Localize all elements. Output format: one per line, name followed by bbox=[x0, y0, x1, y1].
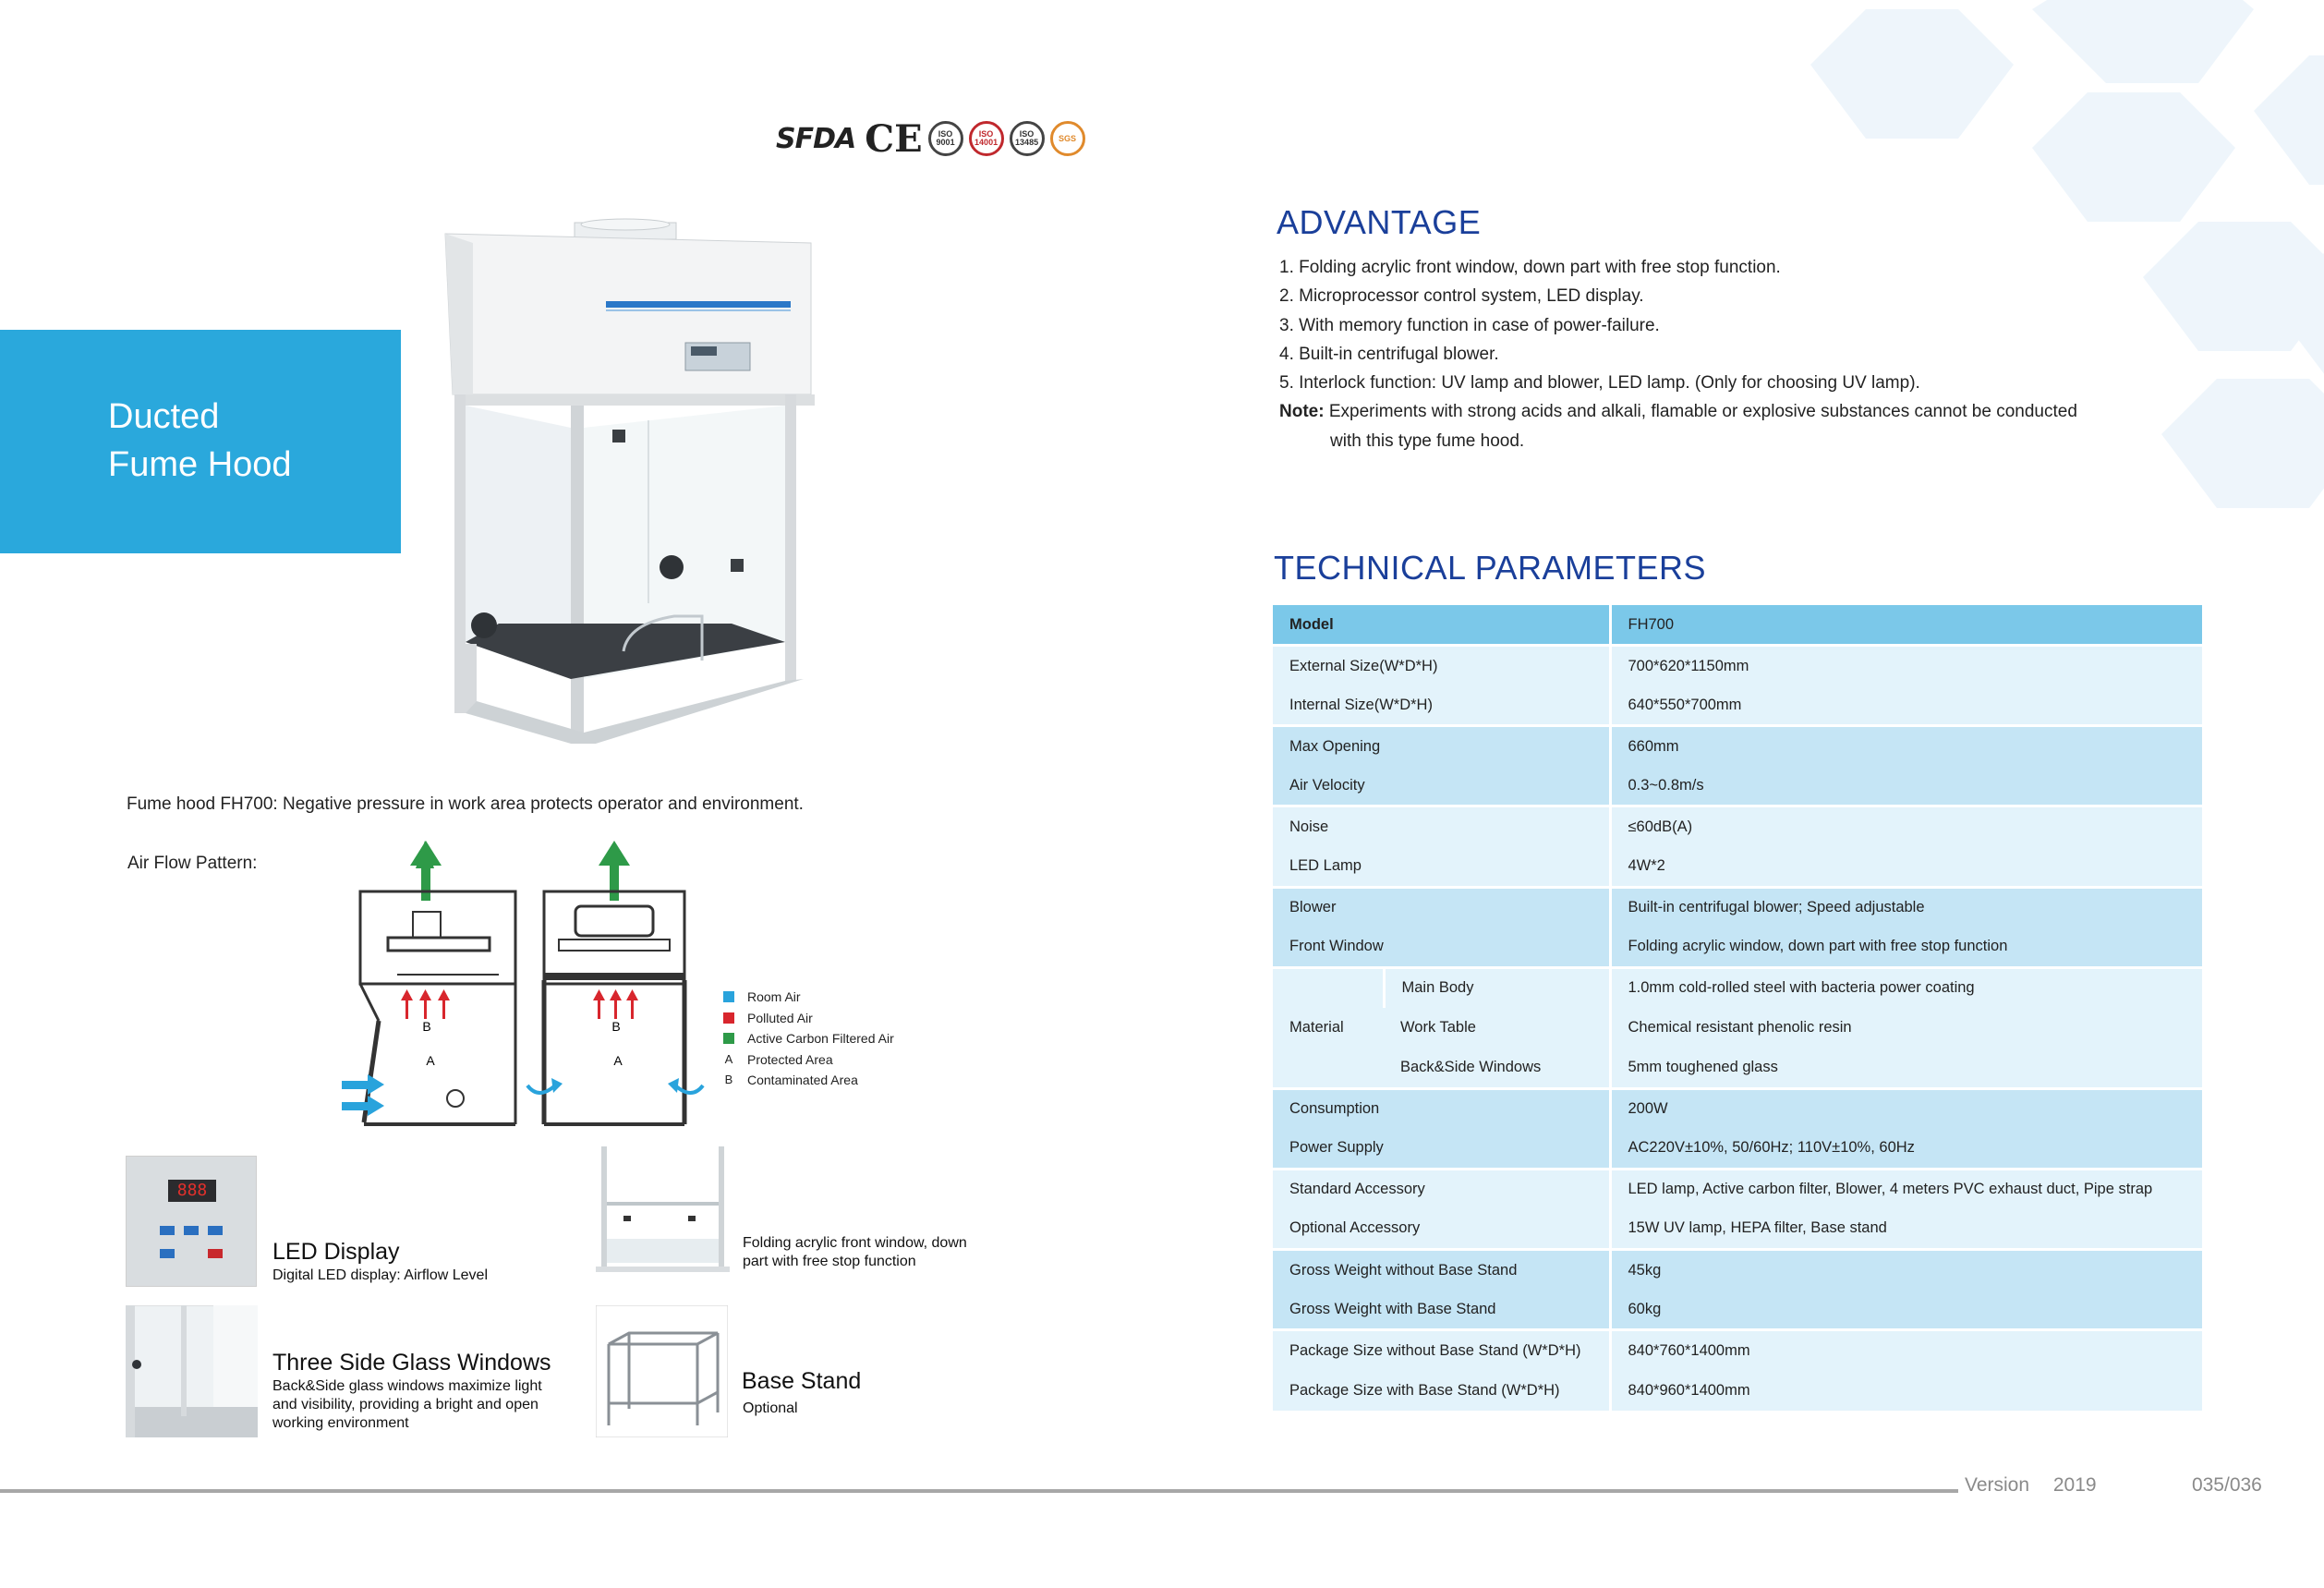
folding-window-thumbnail bbox=[596, 1146, 730, 1280]
advantage-item: 1. Folding acrylic front window, down part with free stop function. bbox=[1279, 258, 1781, 277]
base-stand-title: Base Stand bbox=[742, 1368, 862, 1394]
table-row: Air Velocity 0.3~0.8m/s bbox=[1273, 766, 2202, 806]
advantage-item: 4. Built-in centrifugal blower. bbox=[1279, 344, 1499, 364]
table-row: Back&Side Windows 5mm toughened glass bbox=[1273, 1049, 2202, 1089]
table-row: Model FH700 bbox=[1273, 605, 2202, 646]
advantage-item: 3. With memory function in case of power-failure. bbox=[1279, 315, 1660, 335]
legend-protected-area: A Protected Area bbox=[724, 1051, 833, 1067]
airflow-diagram-side bbox=[342, 836, 527, 1132]
advantage-item: 5. Interlock function: UV lamp and blower, LED lamp. (Only for choosing UV lamp). bbox=[1279, 373, 1920, 394]
table-row: Gross Weight with Base Stand 60kg bbox=[1273, 1290, 2202, 1330]
zone-a-label-front: A bbox=[613, 1053, 623, 1068]
iso-13485-seal: ISO 13485 bbox=[1010, 121, 1045, 156]
table-row: Gross Weight without Base Stand 45kg bbox=[1273, 1250, 2202, 1291]
page-number: 035/036 bbox=[2191, 1474, 2262, 1496]
sgs-seal: SGS bbox=[1050, 121, 1085, 156]
advantage-list bbox=[1279, 253, 2157, 455]
table-row: Package Size without Base Stand (W*D*H) 840*760*1400mm bbox=[1273, 1330, 2202, 1371]
led-display-thumbnail bbox=[126, 1156, 257, 1287]
base-stand-thumbnail bbox=[596, 1305, 728, 1437]
table-row: Material Main Body 1.0mm cold-rolled steel with bacteria power coating bbox=[1273, 967, 2202, 1008]
technical-parameters-heading: TECHNICAL PARAMETERS bbox=[1274, 549, 1707, 587]
table-row: Front Window Folding acrylic window, down part with free stop function bbox=[1273, 927, 2202, 968]
table-row: Work Table Chemical resistant phenolic resin bbox=[1273, 1008, 2202, 1049]
footer-version: Version 2019 035/036 bbox=[1965, 1474, 2262, 1496]
product-caption: Fume hood FH700: Negative pressure in work area protects operator and environment. bbox=[127, 794, 804, 814]
fume-hood-product-image bbox=[434, 217, 822, 744]
table-row: Optional Accessory 15W UV lamp, HEPA filter, Base stand bbox=[1273, 1209, 2202, 1250]
technical-parameters-table bbox=[1273, 605, 2202, 1411]
table-row: External Size(W*D*H) 700*620*1150mm bbox=[1273, 646, 2202, 686]
iso-14001-seal: ISO 14001 bbox=[969, 121, 1004, 156]
glass-windows-text: Back&Side glass windows maximize light and visibility, providing a bright and open working environment bbox=[272, 1378, 542, 1431]
table-row: Consumption 200W bbox=[1273, 1088, 2202, 1129]
led-display-subtitle: Digital LED display: Airflow Level bbox=[272, 1267, 488, 1283]
table-row: LED Lamp 4W*2 bbox=[1273, 847, 2202, 888]
advantage-note: Note: Experiments with strong acids and alkali, flamable or explosive substances cannot be conducted bbox=[1279, 402, 2077, 422]
sfda-logo: SFDA bbox=[776, 122, 856, 155]
advantage-item: 2. Microprocessor control system, LED display. bbox=[1279, 286, 1644, 307]
zone-b-label-front: B bbox=[611, 1019, 621, 1034]
table-row: Blower Built-in centrifugal blower; Speed adjustable bbox=[1273, 887, 2202, 927]
advantage-note-cont: with this type fume hood. bbox=[1330, 430, 1525, 451]
folding-window-text: Folding acrylic front window, down part with free stop function bbox=[743, 1235, 967, 1269]
title-line-2: Fume Hood bbox=[108, 445, 292, 484]
airflow-legend bbox=[723, 987, 894, 1091]
legend-room-air: Room Air bbox=[723, 987, 894, 1008]
certification-logos bbox=[776, 115, 1085, 162]
glass-windows-title: Three Side Glass Windows bbox=[272, 1350, 551, 1376]
airflow-diagram-front bbox=[522, 836, 707, 1132]
table-row: Standard Accessory LED lamp, Active carbon filter, Blower, 4 meters PVC exhaust duct, Pipe strap bbox=[1273, 1169, 2202, 1209]
airflow-label: Air Flow Pattern: bbox=[127, 854, 258, 873]
glass-windows-thumbnail bbox=[126, 1305, 258, 1437]
table-row: Package Size with Base Stand (W*D*H) 840*960*1400mm bbox=[1273, 1370, 2202, 1411]
footer-divider bbox=[0, 1489, 1958, 1493]
iso-9001-seal: ISO 9001 bbox=[928, 121, 963, 156]
table-row: Internal Size(W*D*H) 640*550*700mm bbox=[1273, 685, 2202, 726]
led-readout: 888 bbox=[168, 1180, 216, 1202]
table-row: Max Opening 660mm bbox=[1273, 726, 2202, 767]
legend-polluted-air: Polluted Air bbox=[723, 1008, 894, 1029]
led-display-title: LED Display bbox=[272, 1239, 400, 1265]
table-row: Noise ≤60dB(A) bbox=[1273, 806, 2202, 847]
legend-filtered-air: Active Carbon Filtered Air bbox=[723, 1028, 894, 1049]
legend-contaminated-area: B Contaminated Area bbox=[724, 1073, 858, 1087]
page-title bbox=[108, 393, 292, 489]
table-row: Power Supply AC220V±10%, 50/60Hz; 110V±10%, 60Hz bbox=[1273, 1129, 2202, 1170]
zone-b-label: B bbox=[422, 1019, 431, 1034]
base-stand-subtitle: Optional bbox=[743, 1400, 798, 1416]
zone-a-label: A bbox=[426, 1053, 435, 1068]
title-line-1: Ducted bbox=[108, 397, 220, 436]
ce-mark: CE bbox=[865, 116, 923, 161]
advantage-heading: ADVANTAGE bbox=[1277, 203, 1482, 241]
